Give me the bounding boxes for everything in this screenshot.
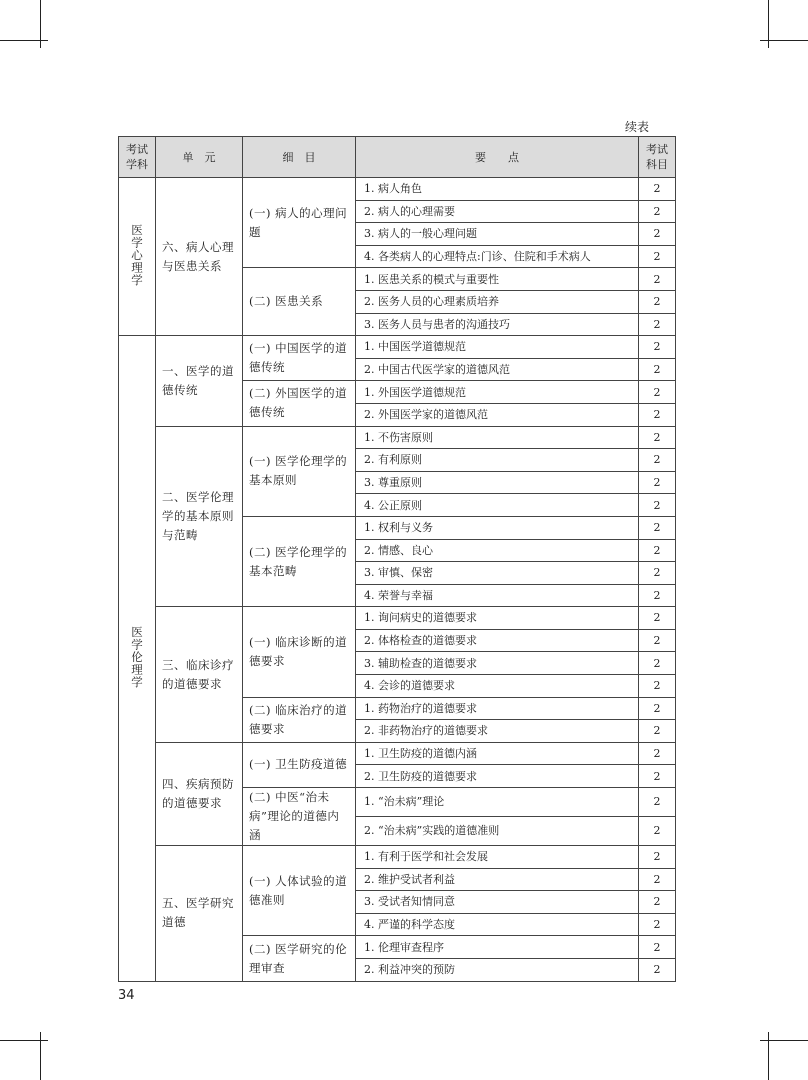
detail-cell: (二) 临床治疗的道德要求 (243, 697, 356, 742)
point-cell: 2. 有利原则 (356, 449, 639, 472)
header-cell (639, 137, 676, 178)
point-cell: 4. 公正原则 (356, 494, 639, 517)
crop-mark (760, 1040, 808, 1041)
score-cell: 2 (639, 868, 676, 891)
score-cell: 2 (639, 381, 676, 404)
score-cell: 2 (639, 742, 676, 765)
detail-cell: (一) 中国医学的道德传统 (243, 336, 356, 381)
continued-label: 续表 (625, 120, 650, 134)
crop-mark (0, 40, 48, 41)
point-cell: 2. 中国古代医学家的道德风范 (356, 358, 639, 381)
detail-cell: (一) 临床诊断的道德要求 (243, 607, 356, 697)
table-body (119, 178, 676, 982)
score-cell: 2 (639, 697, 676, 720)
detail-cell: (一) 病人的心理问题 (243, 178, 356, 268)
detail-cell: (一) 人体试验的道德准则 (243, 846, 356, 936)
detail-cell: (二) 外国医学的道德传统 (243, 381, 356, 426)
header-cell: 细 目 (243, 137, 356, 178)
detail-cell: (二) 医学研究的伦理审查 (243, 936, 356, 981)
score-cell: 2 (639, 245, 676, 268)
unit-cell: 六、病人心理与医患关系 (156, 178, 243, 336)
header-cell: 要 点 (356, 137, 639, 178)
detail-cell: (二) 医患关系 (243, 268, 356, 336)
score-cell: 2 (639, 178, 676, 201)
table-row (119, 178, 676, 201)
score-cell: 2 (639, 562, 676, 585)
score-cell: 2 (639, 720, 676, 743)
subject-cell (119, 178, 156, 336)
score-cell: 2 (639, 223, 676, 246)
score-cell: 2 (639, 629, 676, 652)
score-cell: 2 (639, 313, 676, 336)
point-cell: 3. 审慎、保密 (356, 562, 639, 585)
score-cell: 2 (639, 584, 676, 607)
table-header-row (119, 137, 676, 178)
point-cell: 1. 病人角色 (356, 178, 639, 201)
unit-cell: 五、医学研究道德 (156, 846, 243, 982)
unit-cell: 一、医学的道德传统 (156, 336, 243, 426)
score-cell: 2 (639, 788, 676, 817)
detail-cell: (一) 卫生防疫道德 (243, 742, 356, 787)
score-cell: 2 (639, 290, 676, 313)
score-cell: 2 (639, 358, 676, 381)
score-cell: 2 (639, 765, 676, 788)
page-number: 34 (118, 988, 135, 1003)
score-cell: 2 (639, 200, 676, 223)
point-cell: 1. 中国医学道德规范 (356, 336, 639, 359)
point-cell: 1. 外国医学道德规范 (356, 381, 639, 404)
score-cell: 2 (639, 607, 676, 630)
point-cell: 2. 外国医学家的道德风范 (356, 403, 639, 426)
point-cell: 3. 受试者知情同意 (356, 891, 639, 914)
table-row (119, 426, 676, 449)
table-row (119, 607, 676, 630)
score-cell: 2 (639, 891, 676, 914)
point-cell: 2. 病人的心理需要 (356, 200, 639, 223)
subject-name: 医学心理学 (130, 223, 144, 287)
unit-cell: 二、医学伦理学的基本原则与范畴 (156, 426, 243, 607)
point-cell: 2. 非药物治疗的道德要求 (356, 720, 639, 743)
header-subject: 考试学科 (126, 143, 148, 171)
point-cell: 1. 不伤害原则 (356, 426, 639, 449)
subject-cell (119, 336, 156, 981)
crop-mark (0, 1040, 48, 1041)
point-cell: 1. 医患关系的模式与重要性 (356, 268, 639, 291)
score-cell: 2 (639, 817, 676, 846)
header-cell (119, 137, 156, 178)
point-cell: 4. 各类病人的心理特点:门诊、住院和手术病人 (356, 245, 639, 268)
score-cell: 2 (639, 403, 676, 426)
point-cell: 4. 会诊的道德要求 (356, 675, 639, 698)
point-cell: 2. 维护受试者利益 (356, 868, 639, 891)
detail-cell: (一) 医学伦理学的基本原则 (243, 426, 356, 516)
header-score: 考试科目 (646, 143, 668, 171)
table-row (119, 336, 676, 359)
score-cell: 2 (639, 336, 676, 359)
score-cell: 2 (639, 471, 676, 494)
point-cell: 4. 严谨的科学态度 (356, 913, 639, 936)
score-cell: 2 (639, 426, 676, 449)
point-cell: 2. 卫生防疫的道德要求 (356, 765, 639, 788)
point-cell: 4. 荣誉与幸福 (356, 584, 639, 607)
score-cell: 2 (639, 516, 676, 539)
score-cell: 2 (639, 959, 676, 982)
point-cell: 3. 辅助检查的道德要求 (356, 652, 639, 675)
score-cell: 2 (639, 652, 676, 675)
point-cell: 2. 利益冲突的预防 (356, 959, 639, 982)
point-cell: 3. 病人的一般心理问题 (356, 223, 639, 246)
detail-cell: (二) 中医“治未病”理论的道德内涵 (243, 788, 356, 846)
point-cell: 2. 情感、良心 (356, 539, 639, 562)
score-cell: 2 (639, 846, 676, 869)
subject-name: 医学伦理学 (130, 625, 144, 689)
unit-cell: 三、临床诊疗的道德要求 (156, 607, 243, 743)
point-cell: 1. 询问病史的道德要求 (356, 607, 639, 630)
point-cell: 1. 伦理审查程序 (356, 936, 639, 959)
header-cell: 单 元 (156, 137, 243, 178)
score-cell: 2 (639, 913, 676, 936)
crop-mark (760, 40, 808, 41)
score-cell: 2 (639, 494, 676, 517)
point-cell: 1. 药物治疗的道德要求 (356, 697, 639, 720)
point-cell: 3. 医务人员与患者的沟通技巧 (356, 313, 639, 336)
point-cell: 1. 权利与义务 (356, 516, 639, 539)
unit-cell: 四、疾病预防的道德要求 (156, 742, 243, 845)
point-cell: 2. 体格检查的道德要求 (356, 629, 639, 652)
score-cell: 2 (639, 936, 676, 959)
table-row (119, 846, 676, 869)
score-cell: 2 (639, 539, 676, 562)
score-cell: 2 (639, 268, 676, 291)
point-cell: 1. 卫生防疫的道德内涵 (356, 742, 639, 765)
point-cell: 3. 尊重原则 (356, 471, 639, 494)
score-cell: 2 (639, 449, 676, 472)
point-cell: 1. “治未病”理论 (356, 788, 639, 817)
point-cell: 2. 医务人员的心理素质培养 (356, 290, 639, 313)
syllabus-table (118, 136, 676, 982)
table-row (119, 742, 676, 765)
point-cell: 2. “治未病”实践的道德准则 (356, 817, 639, 846)
point-cell: 1. 有利于医学和社会发展 (356, 846, 639, 869)
score-cell: 2 (639, 675, 676, 698)
detail-cell: (二) 医学伦理学的基本范畴 (243, 516, 356, 606)
